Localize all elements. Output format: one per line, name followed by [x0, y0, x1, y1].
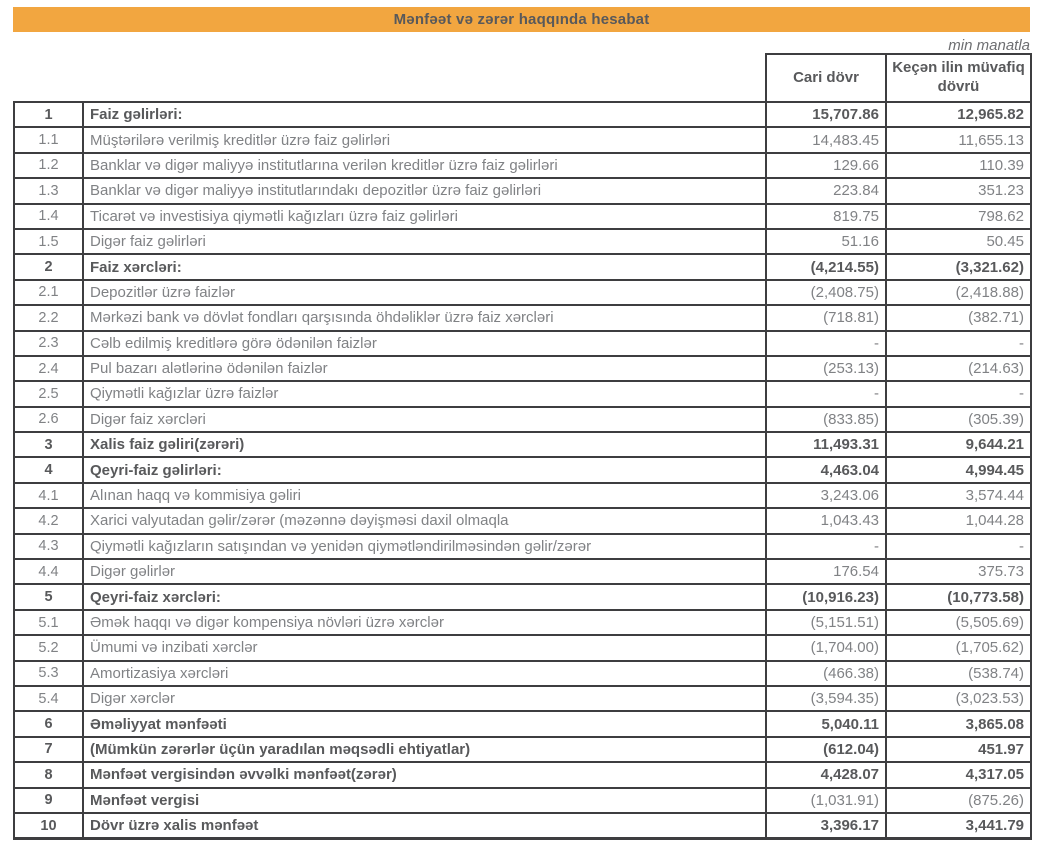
row-label: Müştərilərə verilmiş kreditlər üzrə faiz gəlirləri: [83, 127, 766, 152]
row-value-current: (3,594.35): [766, 686, 886, 711]
unit-note: min manatla: [948, 37, 1030, 54]
row-number: 2.6: [14, 407, 83, 432]
table-row: [14, 508, 1031, 533]
row-number: 2.2: [14, 305, 83, 330]
row-value-previous: -: [886, 331, 1031, 356]
row-value-current: (718.81): [766, 305, 886, 330]
row-label: Cəlb edilmiş kreditlərə görə ödənilən faizlər: [83, 331, 766, 356]
table-row: [14, 737, 1031, 762]
table-row: [14, 280, 1031, 305]
table-row: [14, 788, 1031, 813]
row-number: 5: [14, 584, 83, 609]
row-label: Mənfəət vergisi: [83, 788, 766, 813]
table-row: [14, 153, 1031, 178]
row-value-current: 819.75: [766, 204, 886, 229]
row-value-current: (2,408.75): [766, 280, 886, 305]
row-label: Qiymətli kağızlar üzrə faizlər: [83, 381, 766, 406]
row-number: 2: [14, 254, 83, 279]
row-label: Digər xərclər: [83, 686, 766, 711]
row-value-current: 129.66: [766, 153, 886, 178]
table-row: [14, 635, 1031, 660]
row-value-previous: -: [886, 381, 1031, 406]
row-label: Banklar və digər maliyyə institutlarındakı depozitlər üzrə faiz gəlirləri: [83, 178, 766, 203]
row-value-previous: 798.62: [886, 204, 1031, 229]
table-row: [14, 432, 1031, 457]
row-value-previous: (538.74): [886, 661, 1031, 686]
row-value-previous: 50.45: [886, 229, 1031, 254]
table-row: [14, 813, 1031, 839]
row-value-current: 1,043.43: [766, 508, 886, 533]
row-value-previous: (2,418.88): [886, 280, 1031, 305]
row-value-current: 51.16: [766, 229, 886, 254]
row-value-previous: 3,865.08: [886, 711, 1031, 736]
row-value-previous: 451.97: [886, 737, 1031, 762]
row-number: 1.3: [14, 178, 83, 203]
row-value-current: -: [766, 381, 886, 406]
row-number: 7: [14, 737, 83, 762]
table-row: [14, 102, 1031, 127]
row-number: 3: [14, 432, 83, 457]
row-label: Qiymətli kağızların satışından və yenidən qiymətləndirilməsindən gəlir/zərər: [83, 534, 766, 559]
row-label: Dövr üzrə xalis mənfəət: [83, 813, 766, 839]
row-number: 9: [14, 788, 83, 813]
row-value-previous: 3,574.44: [886, 483, 1031, 508]
row-label: Qeyri-faiz gəlirləri:: [83, 457, 766, 482]
table-row: [14, 661, 1031, 686]
row-value-previous: 110.39: [886, 153, 1031, 178]
table-row: [14, 559, 1031, 584]
table-row: [14, 381, 1031, 406]
table-row: [14, 686, 1031, 711]
table-row: [14, 254, 1031, 279]
table-row: [14, 204, 1031, 229]
row-value-previous: (5,505.69): [886, 610, 1031, 635]
row-value-current: (5,151.51): [766, 610, 886, 635]
row-value-previous: 12,965.82: [886, 102, 1031, 127]
row-value-previous: (3,321.62): [886, 254, 1031, 279]
row-number: 2.4: [14, 356, 83, 381]
row-number: 4.4: [14, 559, 83, 584]
row-value-previous: 11,655.13: [886, 127, 1031, 152]
row-value-current: 5,040.11: [766, 711, 886, 736]
row-value-current: 3,396.17: [766, 813, 886, 839]
row-value-previous: 4,994.45: [886, 457, 1031, 482]
row-value-previous: 351.23: [886, 178, 1031, 203]
row-value-previous: 3,441.79: [886, 813, 1031, 839]
row-value-current: 3,243.06: [766, 483, 886, 508]
row-label: Ümumi və inzibati xərclər: [83, 635, 766, 660]
row-number: 10: [14, 813, 83, 839]
row-value-current: 4,428.07: [766, 762, 886, 787]
row-value-current: (253.13): [766, 356, 886, 381]
table-row: [14, 127, 1031, 152]
row-label: Mərkəzi bank və dövlət fondları qarşısında öhdəliklər üzrə faiz xərcləri: [83, 305, 766, 330]
row-label: Xarici valyutadan gəlir/zərər (məzənnə dəyişməsi daxil olmaqla: [83, 508, 766, 533]
header-spacer-label: [83, 54, 766, 102]
row-label: Digər faiz xərcləri: [83, 407, 766, 432]
row-value-current: -: [766, 331, 886, 356]
table-row: [14, 483, 1031, 508]
row-value-current: 11,493.31: [766, 432, 886, 457]
row-label: Digər faiz gəlirləri: [83, 229, 766, 254]
row-number: 1: [14, 102, 83, 127]
row-number: 4.1: [14, 483, 83, 508]
table-row: [14, 331, 1031, 356]
row-value-current: (4,214.55): [766, 254, 886, 279]
row-label: Mənfəət vergisindən əvvəlki mənfəət(zərər): [83, 762, 766, 787]
table-row: [14, 711, 1031, 736]
table-body: [14, 102, 1031, 839]
row-number: 5.4: [14, 686, 83, 711]
row-label: Digər gəlirlər: [83, 559, 766, 584]
table-row: [14, 178, 1031, 203]
row-label: Ticarət və investisiya qiymətli kağızları üzrə faiz gəlirləri: [83, 204, 766, 229]
row-label: Əmək haqqı və digər kompensiya növləri üzrə xərclər: [83, 610, 766, 635]
table-row: [14, 305, 1031, 330]
row-value-previous: (1,705.62): [886, 635, 1031, 660]
row-number: 1.4: [14, 204, 83, 229]
row-value-previous: (875.26): [886, 788, 1031, 813]
row-label: (Mümkün zərərlər üçün yaradılan məqsədli ehtiyatlar): [83, 737, 766, 762]
row-number: 1.1: [14, 127, 83, 152]
row-number: 1.5: [14, 229, 83, 254]
row-label: Xalis faiz gəliri(zərəri): [83, 432, 766, 457]
row-value-current: 15,707.86: [766, 102, 886, 127]
row-value-previous: 375.73: [886, 559, 1031, 584]
row-value-current: (612.04): [766, 737, 886, 762]
table-row: [14, 762, 1031, 787]
row-label: Əməliyyat mənfəəti: [83, 711, 766, 736]
table-row: [14, 356, 1031, 381]
row-label: Faiz xərcləri:: [83, 254, 766, 279]
row-value-previous: -: [886, 534, 1031, 559]
row-label: Pul bazarı alətlərinə ödənilən faizlər: [83, 356, 766, 381]
row-label: Depozitlər üzrə faizlər: [83, 280, 766, 305]
row-value-previous: (10,773.58): [886, 584, 1031, 609]
row-value-current: 14,483.45: [766, 127, 886, 152]
row-number: 4.3: [14, 534, 83, 559]
row-number: 2.5: [14, 381, 83, 406]
row-value-current: (1,031.91): [766, 788, 886, 813]
table-row: [14, 407, 1031, 432]
column-header-current: Cari dövr: [766, 54, 886, 102]
report-title: Mənfəət və zərər haqqında hesabat: [393, 11, 650, 28]
row-value-current: 4,463.04: [766, 457, 886, 482]
row-number: 5.2: [14, 635, 83, 660]
row-number: 1.2: [14, 153, 83, 178]
row-label: Qeyri-faiz xərcləri:: [83, 584, 766, 609]
table-row: [14, 610, 1031, 635]
row-value-previous: (3,023.53): [886, 686, 1031, 711]
row-value-current: (10,916.23): [766, 584, 886, 609]
column-header-previous: Keçən ilin müvafiq dövrü: [886, 54, 1031, 102]
row-number: 5.3: [14, 661, 83, 686]
row-value-previous: (305.39): [886, 407, 1031, 432]
row-label: Banklar və digər maliyyə institutlarına verilən kreditlər üzrə faiz gəlirləri: [83, 153, 766, 178]
row-label: Amortizasiya xərcləri: [83, 661, 766, 686]
row-number: 8: [14, 762, 83, 787]
row-value-current: -: [766, 534, 886, 559]
row-value-previous: 9,644.21: [886, 432, 1031, 457]
table-row: [14, 534, 1031, 559]
row-label: Faiz gəlirləri:: [83, 102, 766, 127]
row-value-current: 176.54: [766, 559, 886, 584]
row-value-previous: (382.71): [886, 305, 1031, 330]
row-number: 6: [14, 711, 83, 736]
table-row: [14, 229, 1031, 254]
row-value-current: (833.85): [766, 407, 886, 432]
row-number: 4: [14, 457, 83, 482]
row-value-previous: 1,044.28: [886, 508, 1031, 533]
row-number: 2.3: [14, 331, 83, 356]
row-value-current: (1,704.00): [766, 635, 886, 660]
row-number: 5.1: [14, 610, 83, 635]
row-number: 4.2: [14, 508, 83, 533]
row-label: Alınan haqq və kommisiya gəliri: [83, 483, 766, 508]
row-value-current: 223.84: [766, 178, 886, 203]
row-number: 2.1: [14, 280, 83, 305]
profit-loss-table: [13, 53, 1032, 840]
table-header: [14, 54, 1031, 102]
table-row: [14, 457, 1031, 482]
row-value-previous: 4,317.05: [886, 762, 1031, 787]
header-spacer-number: [14, 54, 83, 102]
row-value-current: (466.38): [766, 661, 886, 686]
row-value-previous: (214.63): [886, 356, 1031, 381]
table-row: [14, 584, 1031, 609]
report-title-banner: [13, 7, 1030, 32]
